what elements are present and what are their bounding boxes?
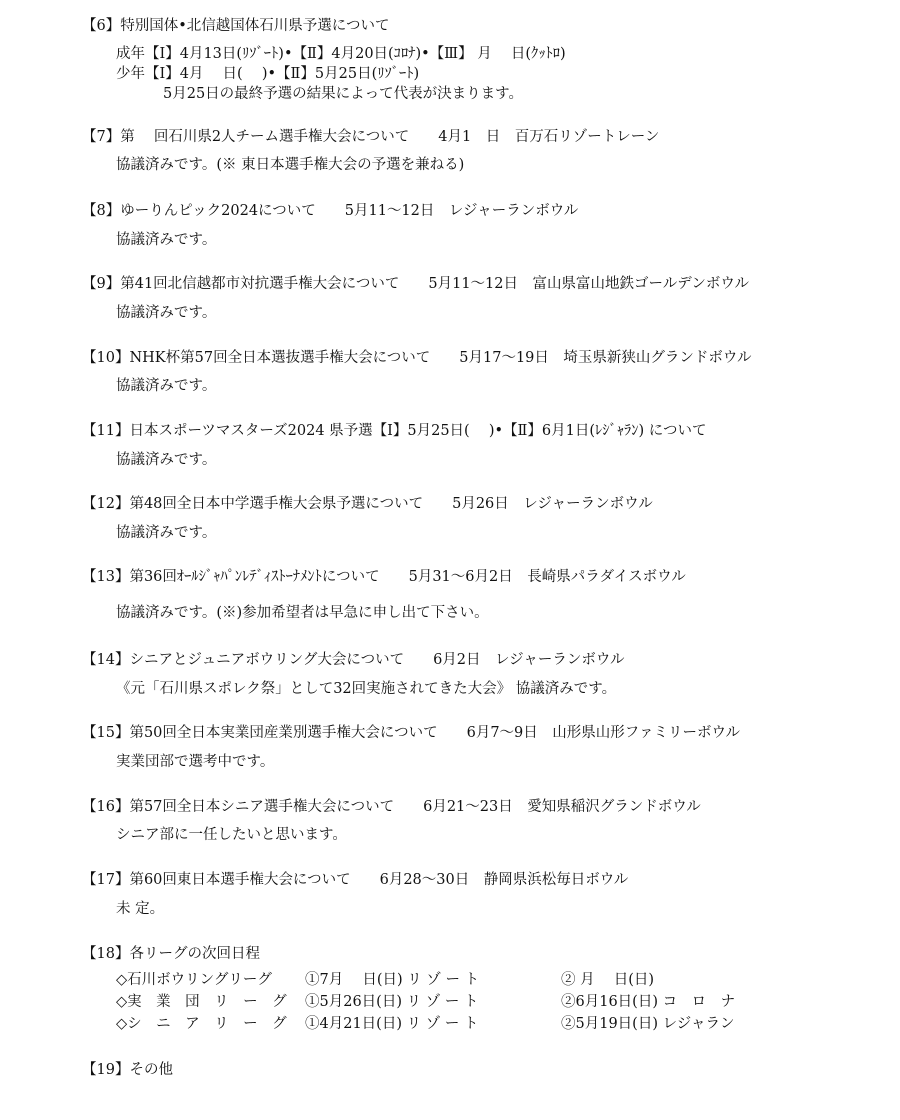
league-senior-name: ◇シ ニ ア リ ー グ (116, 1016, 287, 1032)
item-6-heading: 【6】特別国体•北信越国体石川県予選について (82, 18, 390, 34)
item-16-heading: 【16】第57回全日本シニア選手権大会について 6月21〜23日 愛知県稲沢グランドボウル (82, 799, 701, 815)
item-9-line-1: 協議済みです。 (116, 305, 217, 321)
item-15-heading: 【15】第50回全日本実業団産業別選手権大会について 6月7〜9日 山形県山形ファミリーボウル (82, 725, 741, 741)
item-11-heading: 【11】日本スポーツマスターズ2024 県予選【Ⅰ】5月25日( )•【Ⅱ】6月1日(ﾚｼﾞｬﾗﾝ) について (82, 423, 707, 439)
item-18-heading: 【18】各リーグの次回日程 (82, 946, 260, 962)
item-17-line-1: 未 定。 (116, 901, 165, 917)
league-jitsugyodan-name: ◇実 業 団 リ ー グ (116, 994, 287, 1010)
item-15-line-1: 実業団部で選考中です。 (116, 754, 275, 770)
item-16-line-1: シニア部に一任したいと思います。 (116, 827, 347, 843)
item-17-heading: 【17】第60回東日本選手権大会について 6月28〜30日 静岡県浜松毎日ボウル (82, 872, 629, 888)
item-7-line-1: 協議済みです。(※ 東日本選手権大会の予選を兼ねる) (116, 157, 465, 173)
item-10-line-1: 協議済みです。 (116, 378, 217, 394)
league-ishikawa-name: ◇石川ボウリングリーグ (116, 972, 272, 988)
league-ishikawa-second: ② 月 日(日) (561, 972, 655, 988)
item-8-line-1: 協議済みです。 (116, 232, 217, 248)
league-ishikawa-first: ①7月 日(日) リ ゾ ー ト (305, 972, 480, 988)
item-12-heading: 【12】第48回全日本中学選手権大会県予選について 5月26日 レジャーランボウル (82, 496, 653, 512)
item-6-line-2: 少年【Ⅰ】4月 日( )•【Ⅱ】5月25日(ﾘｿﾞｰﾄ) (116, 66, 420, 82)
item-7-heading: 【7】第 回石川県2人チーム選手権大会について 4月1 日 百万石リゾートレーン (82, 129, 660, 145)
item-12-line-1: 協議済みです。 (116, 525, 217, 541)
item-10-heading: 【10】NHK杯第57回全日本選抜選手権大会について 5月17〜19日 埼玉県新狭山グランドボウル (82, 350, 752, 366)
item-14-line-1: 《元「石川県スポレク祭」として32回実施されてきた大会》 協議済みです。 (116, 681, 617, 697)
item-6-line-1: 成年【Ⅰ】4月13日(ﾘｿﾞｰﾄ)•【Ⅱ】4月20日(ｺﾛﾅ)•【Ⅲ】 月 日(ｸｯﾄﾛ) (116, 46, 566, 62)
item-13-line-1: 協議済みです。(※)参加希望者は早急に申し出て下さい。 (116, 605, 489, 621)
item-19-heading: 【19】その他 (82, 1062, 173, 1078)
league-senior-first: ①4月21日(日) リ ゾ ー ト (305, 1016, 479, 1032)
league-jitsugyodan-first: ①5月26日(日) リ ゾ ー ト (305, 994, 479, 1010)
item-13-heading: 【13】第36回ｵｰﾙｼﾞｬﾊﾟﾝﾚﾃﾞｨｽﾄｰﾅﾒﾝﾄについて 5月31〜6月2日 長崎県パラダイスボウル (82, 569, 686, 585)
league-senior-second: ②5月19日(日) レジャラン (561, 1016, 735, 1032)
item-14-heading: 【14】シニアとジュニアボウリング大会について 6月2日 レジャーランボウル (82, 652, 625, 668)
league-jitsugyodan-second: ②6月16日(日) コ ロ ナ (561, 994, 736, 1010)
item-8-heading: 【8】ゆーりんピック2024について 5月11〜12日 レジャーランボウル (82, 203, 579, 219)
item-6-line-3: 5月25日の最終予選の結果によって代表が決まります。 (163, 86, 524, 102)
item-11-line-1: 協議済みです。 (116, 452, 217, 468)
item-9-heading: 【9】第41回北信越都市対抗選手権大会について 5月11〜12日 富山県富山地鉄ゴールデンボウル (82, 276, 749, 292)
